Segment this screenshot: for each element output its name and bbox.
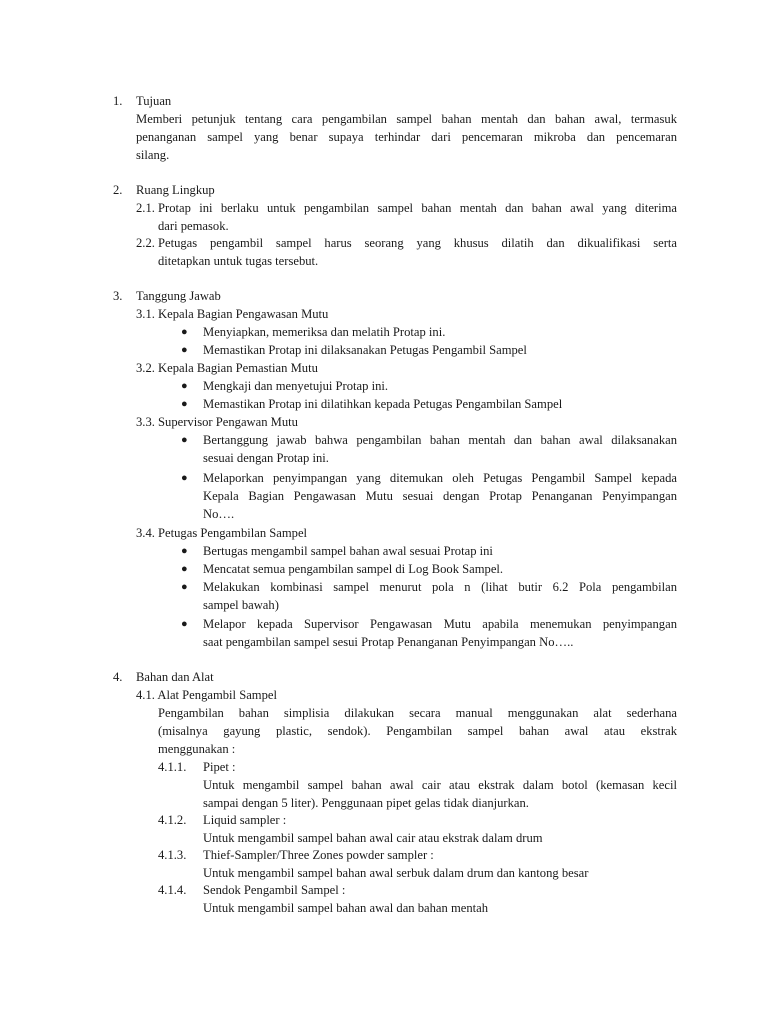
bullet-3-4-3-line-1: Melakukan kombinasi sampel menurut pola n (lihat butir 6.2 Pola pengambilan <box>203 580 677 594</box>
bullet-3-1-2: Memastikan Protap ini dilaksanakan Petugas Pengambil Sampel <box>203 343 527 357</box>
bullet-3-2-1: Mengkaji dan menyetujui Protap ini. <box>203 379 389 393</box>
tool-4-1-2-desc: Untuk mengambil sampel bahan awal cair atau ekstrak dalam drum <box>203 831 543 845</box>
subsection-3-1-heading: 3.1. Kepala Bagian Pengawasan Mutu <box>136 307 329 321</box>
tool-4-1-3-desc: Untuk mengambil sampel bahan awal serbuk dalam drum dan kantong besar <box>203 866 589 880</box>
tool-4-1-2-name: Liquid sampler : <box>203 813 287 827</box>
section-3-title: Tanggung Jawab <box>136 289 221 303</box>
item-2-1-line-1: Protap ini berlaku untuk pengambilan sampel bahan mentah dan bahan awal yang diterima <box>158 201 677 215</box>
bullet-3-3-2-line-3: No…. <box>203 507 235 521</box>
section-1-number: 1. <box>113 94 123 108</box>
tool-4-1-3-name: Thief-Sampler/Three Zones powder sampler : <box>203 848 434 862</box>
subsection-3-3-heading: 3.3. Supervisor Pengawan Mutu <box>136 415 298 429</box>
bullet-dot: ● <box>181 398 188 410</box>
section-3-number: 3. <box>113 289 123 303</box>
section-1-line-2: penanganan sampel yang benar supaya terhindar dari pencemaran mikroba dan pencemaran <box>136 130 677 144</box>
section-1-line-3: silang. <box>136 148 170 162</box>
subsection-3-2-heading: 3.2. Kepala Bagian Pemastian Mutu <box>136 361 318 375</box>
tool-4-1-1-desc-line-2: sampai dengan 5 liter). Penggunaan pipet gelas tidak dianjurkan. <box>203 796 529 810</box>
bullet-3-4-4-line-2: saat pengambilan sampel sesui Protap Penanganan Penyimpangan No….. <box>203 635 574 649</box>
bullet-3-3-2-line-1: Melaporkan penyimpangan yang ditemukan oleh Petugas Pengambil Sampel kepada <box>203 471 677 485</box>
tool-4-1-1-name: Pipet : <box>203 760 236 774</box>
tool-4-1-3-number: 4.1.3. <box>158 848 187 862</box>
bullet-3-2-2: Memastikan Protap ini dilatihkan kepada Petugas Pengambilan Sampel <box>203 397 563 411</box>
section-4-intro-line-3: menggunakan : <box>158 742 236 756</box>
bullet-dot: ● <box>181 380 188 392</box>
bullet-dot: ● <box>181 563 188 575</box>
section-4-number: 4. <box>113 670 123 684</box>
bullet-3-4-3-line-2: sampel bawah) <box>203 598 279 612</box>
tool-4-1-1-desc-line-1: Untuk mengambil sampel bahan awal cair atau ekstrak dalam botol (kemasan kecil <box>203 778 677 792</box>
tool-4-1-2-number: 4.1.2. <box>158 813 187 827</box>
bullet-dot: ● <box>181 545 188 557</box>
bullet-3-3-1-line-1: Bertanggung jawab bahwa pengambilan bahan mentah dan bahan awal dilaksanakan <box>203 433 677 447</box>
subsection-3-4-heading: 3.4. Petugas Pengambilan Sampel <box>136 526 308 540</box>
item-2-2-line-2: ditetapkan untuk tugas tersebut. <box>158 254 319 268</box>
item-2-1-line-2: dari pemasok. <box>158 219 229 233</box>
item-2-2-number: 2.2. <box>136 236 155 250</box>
bullet-dot: ● <box>181 434 188 446</box>
subsection-4-1-heading: 4.1. Alat Pengambil Sampel <box>136 688 277 702</box>
bullet-3-1-1: Menyiapkan, memeriksa dan melatih Protap ini. <box>203 325 446 339</box>
bullet-3-4-2: Mencatat semua pengambilan sampel di Log Book Sampel. <box>203 562 504 576</box>
item-2-1-number: 2.1. <box>136 201 155 215</box>
tool-4-1-4-number: 4.1.4. <box>158 883 187 897</box>
bullet-dot: ● <box>181 618 188 630</box>
bullet-3-3-1-line-2: sesuai dengan Protap ini. <box>203 451 329 465</box>
section-2-number: 2. <box>113 183 123 197</box>
bullet-dot: ● <box>181 326 188 338</box>
bullet-dot: ● <box>181 472 188 484</box>
section-4-intro-line-1: Pengambilan bahan simplisia dilakukan secara manual menggunakan alat sederhana <box>158 706 677 720</box>
bullet-dot: ● <box>181 581 188 593</box>
bullet-3-4-1: Bertugas mengambil sampel bahan awal sesuai Protap ini <box>203 544 493 558</box>
tool-4-1-4-name: Sendok Pengambil Sampel : <box>203 883 346 897</box>
bullet-3-3-2-line-2: Kepala Bagian Pengawasan Mutu sesuai dengan Protap Penanganan Penyimpangan <box>203 489 677 503</box>
tool-4-1-1-number: 4.1.1. <box>158 760 187 774</box>
bullet-3-4-4-line-1: Melapor kepada Supervisor Pengawasan Mutu apabila menemukan penyimpangan <box>203 617 677 631</box>
section-4-title: Bahan dan Alat <box>136 670 214 684</box>
section-1-title: Tujuan <box>136 94 172 108</box>
section-2-title: Ruang Lingkup <box>136 183 215 197</box>
section-1-line-1: Memberi petunjuk tentang cara pengambilan sampel bahan mentah dan bahan awal, termasuk <box>136 112 677 126</box>
bullet-dot: ● <box>181 344 188 356</box>
tool-4-1-4-desc: Untuk mengambil sampel bahan awal dan bahan mentah <box>203 901 489 915</box>
section-4-intro-line-2: (misalnya gayung plastic, sendok). Pengambilan sampel bahan awal atau ekstrak <box>158 724 677 738</box>
item-2-2-line-1: Petugas pengambil sampel harus seorang yang khusus dilatih dan dikualifikasi serta <box>158 236 677 250</box>
